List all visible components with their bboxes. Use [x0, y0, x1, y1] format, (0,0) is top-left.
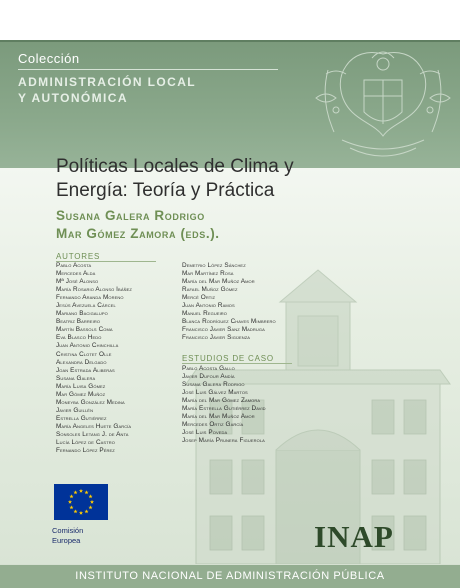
- case-studies-heading: ESTUDIOS DE CASO: [182, 354, 274, 363]
- name-list-item: Susana Galera Rodrigo: [182, 381, 245, 389]
- european-commission-logo: [44, 482, 116, 550]
- name-list-item: Sonsoles Letang J. de Anta: [56, 430, 129, 438]
- series-name-line-2: Y AUTONÓMICA: [18, 91, 128, 105]
- name-list-item: María Angeles Huete García: [56, 422, 132, 430]
- name-list-item: Joan Estrada Aliberas: [56, 366, 115, 374]
- name-list-item: Pablo Acosta: [56, 262, 92, 269]
- name-list-item: Francisco Javier Sanz Madruga: [182, 326, 265, 334]
- authors-list-column-2: [182, 262, 276, 342]
- name-list-item: Fernando López Pérez: [56, 447, 115, 455]
- name-list-item: Susana Galera: [56, 374, 96, 382]
- name-list-item: María Estrella Gutiérrez David: [182, 405, 266, 413]
- name-list-item: José Luis Gálvez Martos: [182, 389, 248, 397]
- name-list-item: Blanca Rodríguez Chaves Mimbrero: [182, 318, 276, 326]
- name-list-item: Mar Martínez Rosa: [182, 270, 234, 278]
- name-list-item: Francisco Javier Sigüenza: [182, 334, 251, 342]
- name-list-item: Rafael Muñoz Gómez: [182, 286, 238, 294]
- name-list-item: María del Mar Gómez Zamora: [182, 397, 261, 405]
- eu-label-line-2: Europea: [52, 536, 81, 545]
- name-list-item: Javier Dufour Andía: [182, 373, 235, 381]
- editors-line-1: Susana Galera Rodrigo: [56, 208, 205, 223]
- name-list-item: Mercedes Ortiz García: [182, 421, 244, 429]
- name-list-item: Javier Guillén: [56, 406, 94, 414]
- name-list-item: María del Mar Muñoz Amor: [182, 413, 255, 421]
- name-list-item: Josep María Prunera Figuerola: [182, 437, 265, 445]
- name-list-item: Martín Bassols Coma: [56, 326, 113, 334]
- name-list-item: Mar Gómez Muñoz: [56, 390, 106, 398]
- collection-label: Colección: [18, 51, 80, 66]
- name-list-item: José Luis Poveda: [182, 429, 228, 437]
- coat-of-arms-emblem: [306, 40, 460, 168]
- editors-line-2: Mar Gómez Zamora (eds.).: [56, 226, 220, 241]
- name-list-item: Eva Blasco Hedo: [56, 334, 102, 342]
- name-list-item: Demetrio López Sánchez: [182, 262, 246, 269]
- name-list-item: Juan Antonio Ramos: [182, 302, 235, 310]
- series-name-line-1: ADMINISTRACIÓN LOCAL: [18, 75, 196, 89]
- case-studies-list: [182, 365, 266, 445]
- name-list-item: Juan Antonio Chinchilla: [56, 342, 119, 350]
- name-list-item: Mercé Ortiz: [182, 294, 216, 302]
- name-list-item: Mariano Bacigalupo: [56, 310, 108, 318]
- name-list-item: Estrella Gutiérrez: [56, 414, 107, 422]
- name-list-item: María Rosario Alonso Ibáñez: [56, 286, 132, 294]
- name-list-item: Jesús Avezuela Cárcel: [56, 302, 116, 310]
- eu-flag-icon: [54, 484, 108, 520]
- book-title-line-2: Energía: Teoría y Práctica: [56, 180, 275, 201]
- publisher-name: INSTITUTO NACIONAL DE ADMINISTRACIÓN PÚBLICA: [75, 570, 385, 582]
- name-list-item: Manuel Regueiro: [182, 310, 227, 318]
- name-list-item: Mª José Alonso: [56, 278, 99, 286]
- inap-logo: INAP: [314, 519, 394, 554]
- name-list-item: Beatriz Barreiro: [56, 318, 101, 326]
- top-margin: [0, 0, 460, 40]
- authors-list-column-1: [56, 262, 132, 455]
- name-list-item: Moneyba González Medina: [56, 398, 125, 406]
- name-list-item: María Luisa Gómez: [56, 382, 106, 390]
- name-list-item: Fernando Aranda Moreno: [56, 294, 124, 302]
- book-title-line-1: Políticas Locales de Clima y: [56, 156, 294, 177]
- name-list-item: Alexandra Delgado: [56, 358, 107, 366]
- publisher-footer-band: [0, 565, 460, 588]
- authors-heading: AUTORES: [56, 252, 101, 261]
- name-list-item: Pablo Acosta Gallo: [182, 365, 235, 372]
- name-list-item: Cristina Clotet Olle: [56, 350, 112, 358]
- name-list-item: Mercedes Alda: [56, 270, 96, 278]
- collection-rule: [18, 69, 278, 70]
- eu-label-line-1: Comisión: [52, 526, 84, 535]
- case-studies-heading-rule: [182, 363, 292, 364]
- name-list-item: Lucía López de Castro: [56, 439, 115, 447]
- name-list-item: María del Mar Muñoz Amor: [182, 278, 255, 286]
